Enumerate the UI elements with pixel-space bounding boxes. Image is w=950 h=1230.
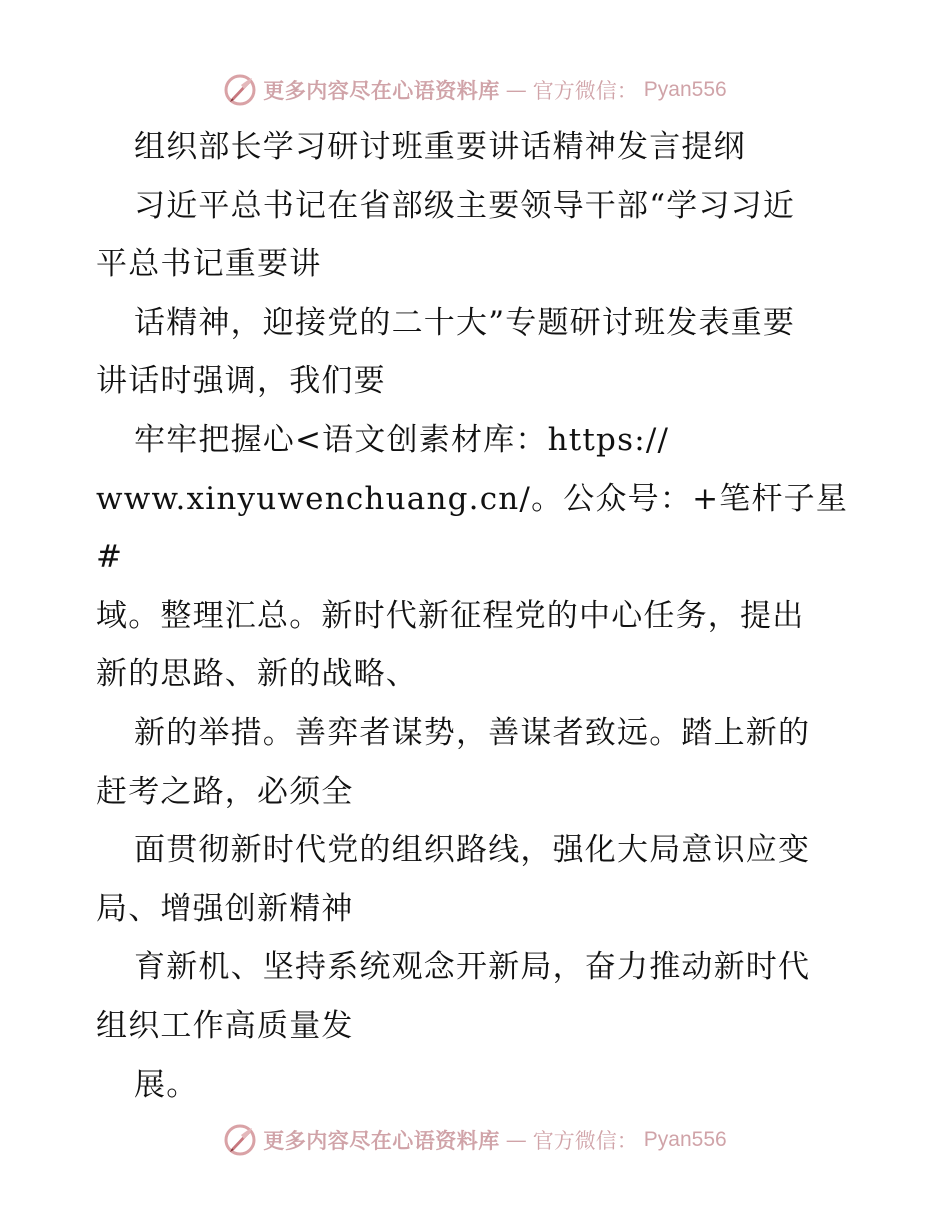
quill-pen-logo-icon [223,1123,257,1157]
text-line: 域。整理汇总。新时代新征程党的中心任务，提出 [96,597,805,634]
text-line: 赶考之路，必须全 [96,773,354,810]
document-body [96,118,856,1114]
banner-dash: — [505,1128,527,1152]
text-line: 面贯彻新时代党的组织路线，强化大局意识应变 [134,832,811,869]
text-line: 讲话时强调，我们要 [96,363,386,400]
text-line: 新的举措。善弈者谋势，善谋者致远。踏上新的 [134,714,811,751]
text-line: 育新机、坚持系统观念开新局，奋力推动新时代 [134,949,811,986]
text-line: www.xinyuwenchuang.cn/。公众号：+笔杆子星# [96,480,849,576]
banner-wechat-id: Pyan556 [643,1128,727,1151]
banner-wechat-id: Pyan556 [643,78,727,101]
text-line: 平总书记重要讲 [96,246,322,283]
header-watermark-banner [0,70,950,110]
banner-wechat-label: 官方微信： [532,1129,638,1153]
banner-wechat-label: 官方微信： [532,79,638,103]
text-line: 组织部长学习研讨班重要讲话精神发言提纲 [134,129,746,165]
text-line: 话精神，迎接党的二十大”专题研讨班发表重要 [134,304,796,341]
text-line: 习近平总书记在省部级主要领导干部“学习习近 [134,187,796,224]
text-line: 展。 [134,1066,199,1103]
text-line: 牢牢把握心<语文创素材库：https:// [134,421,670,458]
quill-pen-logo-icon [223,73,257,107]
text-line: 组织工作高质量发 [96,1007,354,1044]
footer-watermark-banner [0,1120,950,1160]
text-line: 局、增强创新精神 [96,890,354,927]
text-line: 新的思路、新的战略、 [96,656,418,693]
banner-title: 更多内容尽在心语资料库 [263,78,500,103]
banner-dash: — [505,78,527,102]
banner-title: 更多内容尽在心语资料库 [263,1128,500,1153]
